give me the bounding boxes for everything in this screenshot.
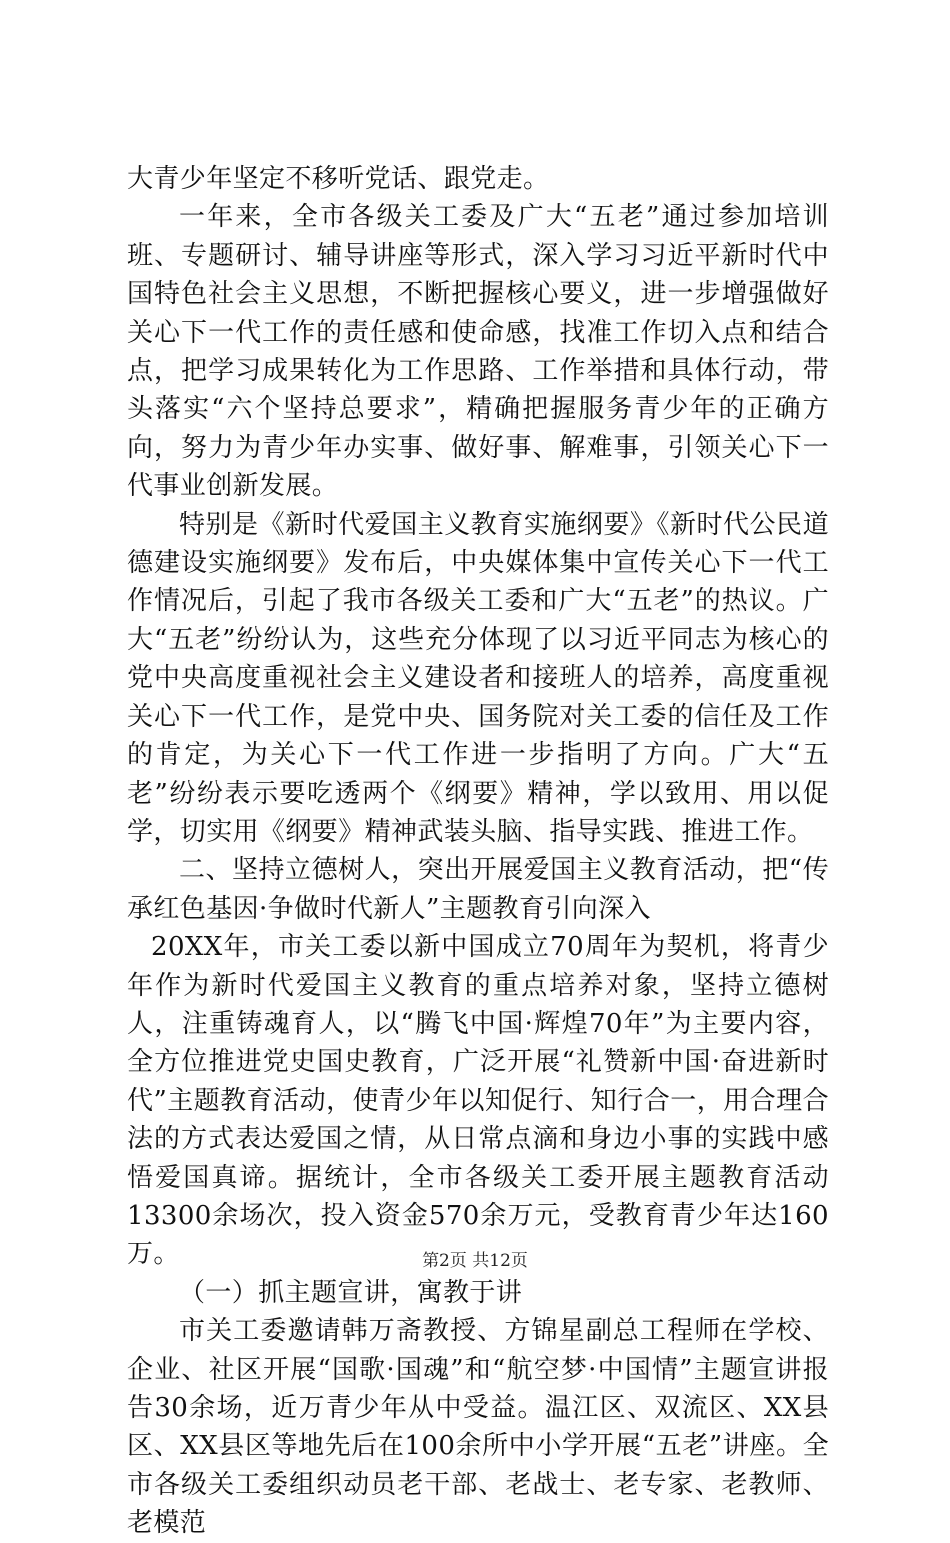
subsection-heading: （一）抓主题宣讲，寓教于讲	[179, 1277, 523, 1308]
paragraph: 20XX年，市关工委以新中国成立70周年为契机，将青少年作为新时代爱国主义教育的重点培养对象，坚持立德树人，注重铸魂育人，以“腾飞中国·辉煌70年”为主要内容，全方位推进党史国史教育，广泛开展“礼赞新中国·奋进新时代”主题教育活动，使青少年以知促行、知行合一，用合理合法的方式表达爱国之情，从日常点滴和身边小事的实践中感悟爱国真谛。据统计，全市各级关工委开展主题教育活动13300余场次，投入资金570余万元，受教育青少年达160万。	[127, 932, 829, 1270]
paragraph: 市关工委邀请韩万斋教授、方锦星副总工程师在学校、企业、社区开展“国歌·国魂”和“航空梦·中国情”主题宣讲报告30余场，近万青少年从中受益。温江区、双流区、XX县区、XX县区等地先后在100余所中小学开展“五老”讲座。全市各级关工委组织动员老干部、老战士、老专家、老教师、老模范	[127, 1316, 829, 1539]
paragraph-continuation: 大青少年坚定不移听党话、跟党走。	[127, 164, 550, 194]
document-body	[127, 160, 829, 1543]
section-heading: 二、坚持立德树人，突出开展爱国主义教育活动，把“传承红色基因·争做时代新人”主题教育引向深入	[127, 855, 829, 924]
page-footer: 第2页 共12页	[422, 1251, 528, 1271]
paragraph: 一年来，全市各级关工委及广大“五老”通过参加培训班、专题研讨、辅导讲座等形式，深入学习习近平新时代中国特色社会主义思想，不断把握核心要义，进一步增强做好关心下一代工作的责任感和使命感，找准工作切入点和结合点，把学习成果转化为工作思路、工作举措和具体行动，带头落实“六个坚持总要求”，精确把握服务青少年的正确方向，努力为青少年办实事、做好事、解难事，引领关心下一代事业创新发展。	[127, 202, 829, 502]
paragraph: 特别是《新时代爱国主义教育实施纲要》《新时代公民道德建设实施纲要》发布后，中央媒体集中宣传关心下一代工作情况后，引起了我市各级关工委和广大“五老”的热议。广大“五老”纷纷认为，这些充分体现了以习近平同志为核心的党中央高度重视社会主义建设者和接班人的培养，高度重视关心下一代工作，是党中央、国务院对关工委的信任及工作的肯定，为关心下一代工作进一步指明了方向。广大“五老”纷纷表示要吃透两个《纲要》精神，学以致用、用以促学，切实用《纲要》精神武装头脑、指导实践、推进工作。	[127, 509, 829, 847]
